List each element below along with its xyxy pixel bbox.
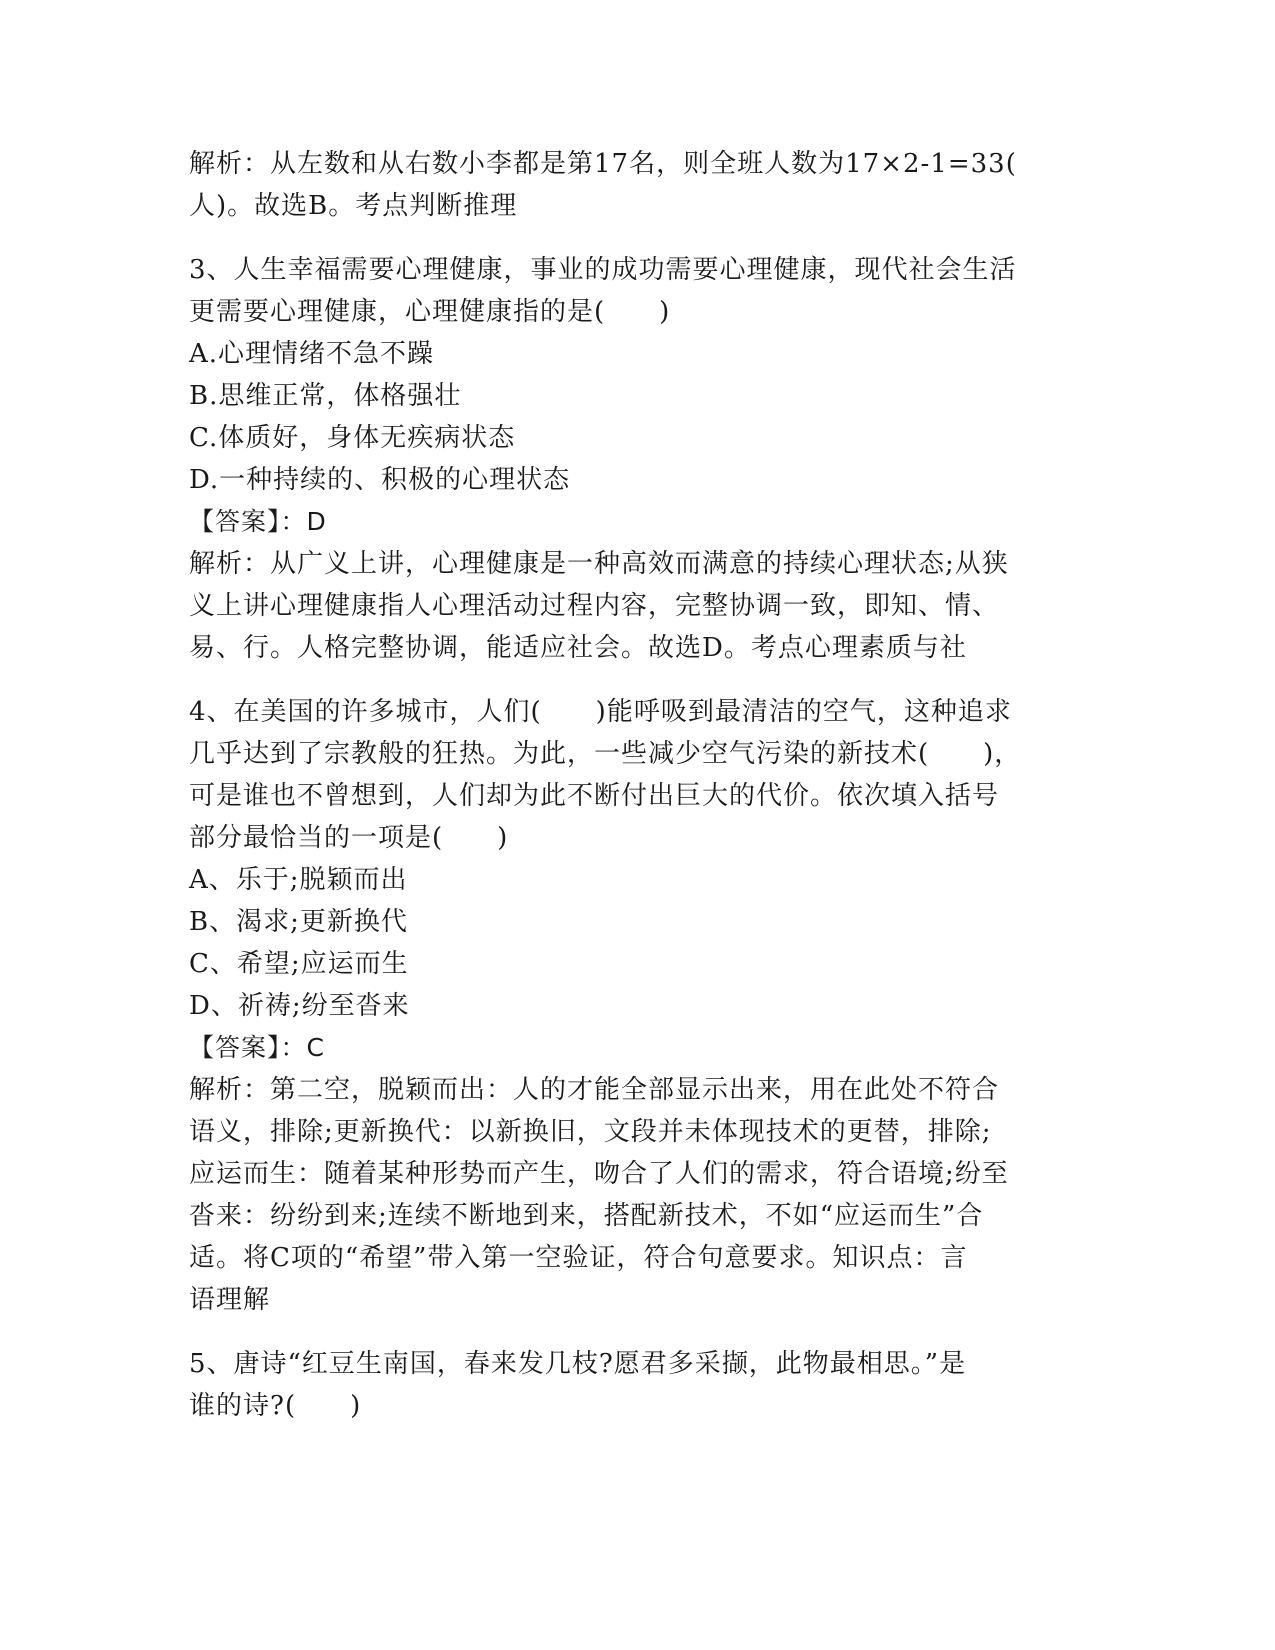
question-5	[189, 1343, 1089, 1427]
analysis-line: 应运而生：随着某种形势而产生，吻合了人们的需求，符合语境;纷至	[189, 1159, 1009, 1189]
analysis-line: 解析：从左数和从右数小李都是第17名，则全班人数为17×2-1=33(	[189, 149, 1017, 179]
option-b: B.思维正常，体格强壮	[189, 381, 462, 411]
question-text: 谁的诗?( )	[189, 1391, 362, 1421]
question-3	[189, 249, 1089, 669]
question-text: 部分最恰当的一项是( )	[189, 823, 509, 853]
option-c: C.体质好，身体无疾病状态	[189, 423, 516, 453]
question-text: 更需要心理健康，心理健康指的是( )	[189, 297, 671, 327]
option-d: D、祈祷;纷至沓来	[189, 991, 410, 1021]
q2-analysis-block	[189, 143, 1089, 227]
document-content	[189, 143, 1089, 1427]
analysis-line: 义上讲心理健康指人心理活动过程内容，完整协调一致，即知、情、	[189, 591, 1000, 621]
question-4	[189, 691, 1089, 1321]
analysis-line: 解析：从广义上讲，心理健康是一种高效而满意的持续心理状态;从狭	[189, 549, 1009, 579]
analysis-line: 语理解	[189, 1285, 271, 1315]
analysis-line: 解析：第二空，脱颖而出：人的才能全部显示出来，用在此处不符合	[189, 1075, 1000, 1105]
analysis-line: 语义，排除;更新换代：以新换旧，文段并未体现技术的更替，排除;	[189, 1117, 992, 1147]
answer-label: 【答案】：C	[189, 1033, 325, 1062]
analysis-line: 适。将C项的“希望”带入第一空验证，符合句意要求。知识点：言	[189, 1243, 968, 1273]
analysis-line: 沓来：纷纷到来;连续不断地到来，搭配新技术，不如“应运而生”合	[189, 1201, 984, 1231]
option-b: B、渴求;更新换代	[189, 907, 408, 937]
question-text: 3、人生幸福需要心理健康，事业的成功需要心理健康，现代社会生活	[189, 255, 1017, 285]
analysis-line: 人)。故选B。考点判断推理	[189, 191, 518, 221]
question-text: 可是谁也不曾想到，人们却为此不断付出巨大的代价。依次填入括号	[189, 781, 1000, 811]
option-a: A.心理情绪不急不躁	[189, 339, 435, 369]
analysis-line: 易、行。人格完整协调，能适应社会。故选D。考点心理素质与社	[189, 633, 967, 663]
question-text: 5、唐诗“红豆生南国，春来发几枝?愿君多采撷，此物最相思。”是	[189, 1349, 967, 1379]
question-text: 4、在美国的许多城市，人们( )能呼吸到最清洁的空气，这种追求	[189, 697, 1012, 727]
option-c: C、希望;应运而生	[189, 949, 409, 979]
answer-label: 【答案】：D	[189, 507, 327, 536]
question-text: 几乎达到了宗教般的狂热。为此，一些减少空气污染的新技术( )，	[189, 739, 1022, 769]
option-a: A、乐于;脱颖而出	[189, 865, 408, 895]
option-d: D.一种持续的、积极的心理状态	[189, 465, 571, 495]
